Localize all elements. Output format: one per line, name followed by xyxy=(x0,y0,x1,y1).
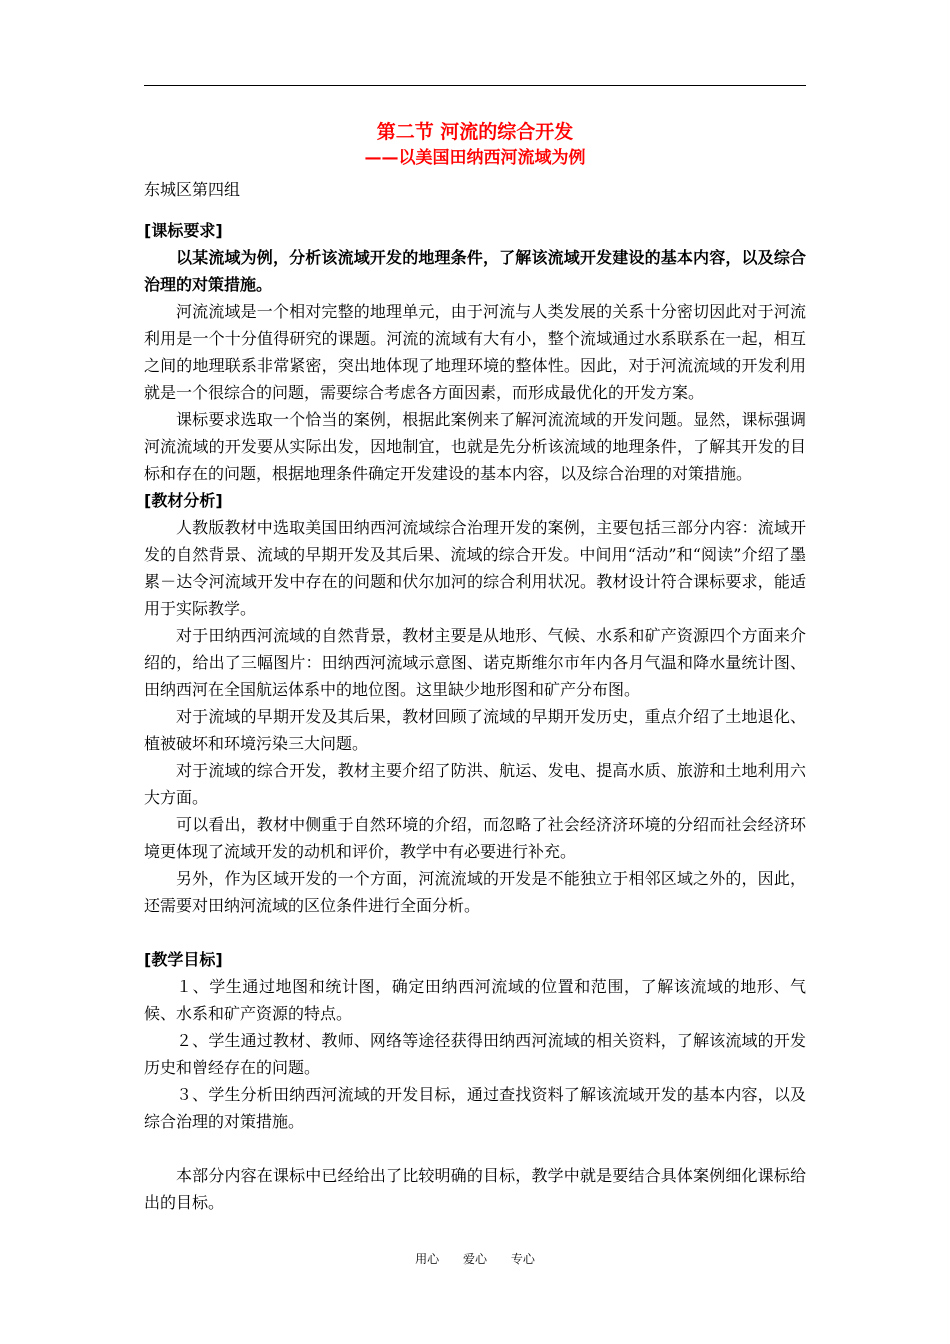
footer-word: 用心 xyxy=(415,1252,440,1266)
jiaocai-paragraph: 另外，作为区域开发的一个方面，河流流域的开发是不能独立于相邻区域之外的，因此，还需要对田纳河流域的区位条件进行全面分析。 xyxy=(144,869,806,915)
jiaocai-paragraph: 对于田纳西河流域的自然背景，教材主要是从地形、气候、水系和矿产资源四个方面来介绍的，给出了三幅图片：田纳西河流域示意图、诺克斯维尔市年内各月气温和降水量统计图、田纳西河在全国航运体系中的地位图。这里缺少地形图和矿产分布图。 xyxy=(144,626,806,699)
page-title: 第二节 河流的综合开发 xyxy=(376,121,574,143)
header-rule xyxy=(144,85,806,86)
mubiao-goal: ３、学生分析田纳西河流域的开发目标，通过查找资料了解该流域开发的基本内容，以及综合治理的对策措施。 xyxy=(144,1085,806,1131)
mubiao-closing: 本部分内容在课标中已经给出了比较明确的目标，教学中就是要结合具体案例细化课标给出的目标。 xyxy=(144,1166,806,1212)
jiaocai-paragraph: 对于流域的综合开发，教材主要介绍了防洪、航运、发电、提高水质、旅游和土地利用六大方面。 xyxy=(144,761,806,807)
page-footer xyxy=(0,1250,950,1267)
jiaocai-paragraph: 人教版教材中选取美国田纳西河流域综合治理开发的案例，主要包括三部分内容：流域开发的自然背景、流域的早期开发及其后果、流域的综合开发。中间用“活动”和“阅读”介绍了墨累－达令河流域开发中存在的问题和伏尔加河的综合利用状况。教材设计符合课标要求，能适用于实际教学。 xyxy=(144,518,806,618)
author-line: 东城区第四组 xyxy=(144,180,241,199)
section-heading-mubiao: [教学目标] xyxy=(144,950,223,969)
jiaocai-paragraph: 可以看出，教材中侧重于自然环境的介绍，而忽略了社会经济济环境的分绍而社会经济环境更体现了流域开发的动机和评价，教学中有必要进行补充。 xyxy=(144,815,806,861)
footer-word: 专心 xyxy=(510,1252,535,1266)
kebiao-requirement: 以某流域为例，分析该流域开发的地理条件，了解该流域开发建设的基本内容，以及综合治理的对策措施。 xyxy=(144,248,806,294)
section-heading-kebiao: [课标要求] xyxy=(144,221,223,240)
footer-word: 爱心 xyxy=(462,1252,487,1266)
jiaocai-paragraph: 对于流域的早期开发及其后果，教材回顾了流域的早期开发历史，重点介绍了土地退化、植被破坏和环境污染三大问题。 xyxy=(144,707,806,753)
kebiao-paragraph: 河流流域是一个相对完整的地理单元，由于河流与人类发展的关系十分密切因此对于河流利用是一个十分值得研究的课题。河流的流域有大有小，整个流域通过水系联系在一起，相互之间的地理联系非常紧密，突出地体现了地理环境的整体性。因此，对于河流流域的开发利用就是一个很综合的问题，需要综合考虑各方面因素，而形成最优化的开发方案。 xyxy=(144,302,806,402)
section-heading-jiaocai: [教材分析] xyxy=(144,491,223,510)
page-subtitle: ——以美国田纳西河流域为例 xyxy=(364,148,586,168)
mubiao-goal: ２、学生通过教材、教师、网络等途径获得田纳西河流域的相关资料，了解该流域的开发历史和曾经存在的问题。 xyxy=(144,1031,806,1077)
mubiao-goal: １、学生通过地图和统计图，确定田纳西河流域的位置和范围，了解该流域的地形、气候、水系和矿产资源的特点。 xyxy=(144,977,806,1023)
kebiao-paragraph: 课标要求选取一个恰当的案例，根据此案例来了解河流流域的开发问题。显然，课标强调河流流域的开发要从实际出发，因地制宜，也就是先分析该流域的地理条件，了解其开发的目标和存在的问题，根据地理条件确定开发建设的基本内容，以及综合治理的对策措施。 xyxy=(144,410,806,483)
document-body xyxy=(144,118,806,1216)
